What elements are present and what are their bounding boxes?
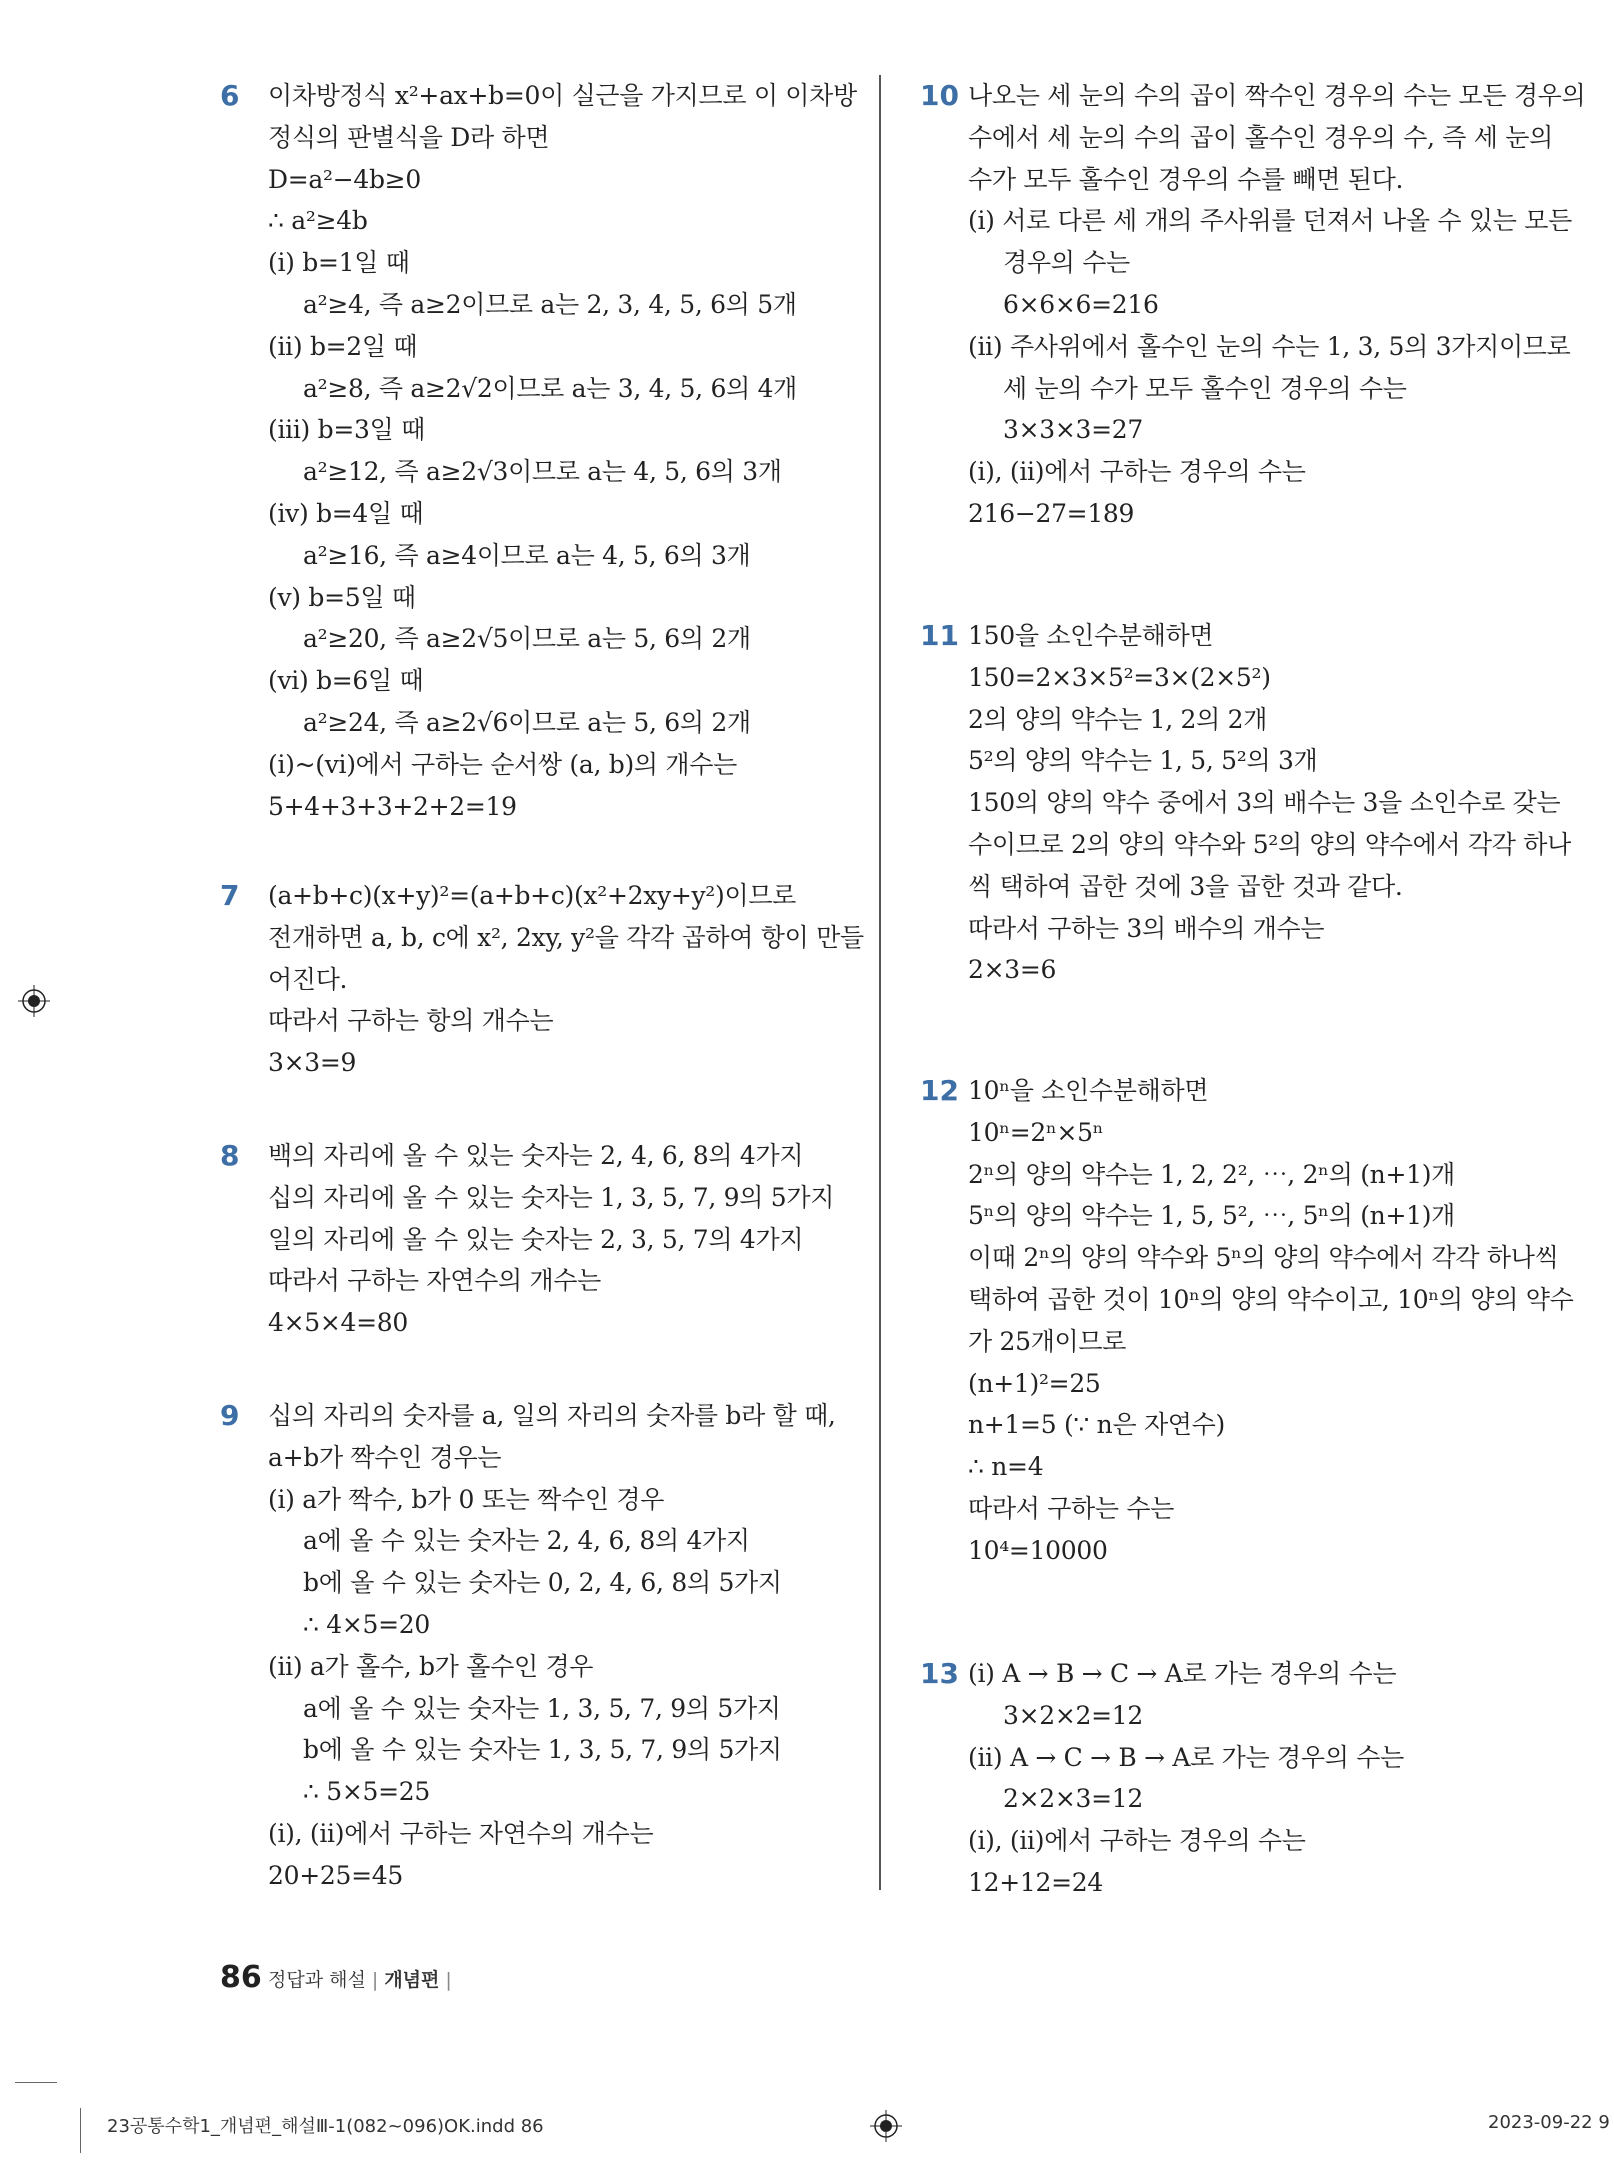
solution-line: a²≥24, 즉 a≥2√6이므로 a는 5, 6의 2개 (303, 707, 751, 737)
solution-line: 백의 자리에 올 수 있는 숫자는 2, 4, 6, 8의 4가지 (268, 1141, 804, 1170)
solution-line: 이차방정식 x²+ax+b=0이 실근을 가지므로 이 이차방 (268, 81, 857, 110)
solution-line: (ii) a가 홀수, b가 홀수인 경우 (268, 1651, 594, 1681)
solution-line: 4×5×4=80 (268, 1308, 408, 1338)
solution-line: 따라서 구하는 자연수의 개수는 (268, 1266, 601, 1296)
solution-line: 10⁴=10000 (968, 1535, 1108, 1565)
problem-number: 7 (220, 879, 240, 912)
solution-line: (v) b=5일 때 (268, 582, 416, 612)
solution-line: (ii) b=2일 때 (268, 331, 418, 361)
solution-line: (i) 서로 다른 세 개의 주사위를 던져서 나올 수 있는 모든 (968, 206, 1572, 236)
solution-line: 3×2×2=12 (1003, 1700, 1143, 1730)
footer-separator: | (371, 1969, 379, 1991)
solution-line: 따라서 구하는 3의 배수의 개수는 (968, 913, 1325, 943)
solution-line: 수에서 세 눈의 수의 곱이 홀수인 경우의 수, 즉 세 눈의 (968, 122, 1553, 152)
solution-line: ∴ 5×5=25 (303, 1777, 430, 1807)
solution-line: 수가 모두 홀수인 경우의 수를 빼면 된다. (968, 164, 1404, 194)
solution-line: (iii) b=3일 때 (268, 415, 425, 445)
solution-line: ∴ a²≥4b (268, 206, 368, 236)
problem-number: 11 (920, 619, 959, 652)
solution-line: 택하여 곱한 것이 10ⁿ의 양의 약수이고, 10ⁿ의 양의 약수 (968, 1284, 1574, 1314)
problem-11 (920, 615, 1571, 991)
solution-line: 전개하면 a, b, c에 x², 2xy, y²을 각각 곱하여 항이 만들 (268, 922, 864, 952)
problem-number: 6 (220, 79, 240, 112)
problem-number: 12 (920, 1074, 959, 1107)
solution-line: ∴ 4×5=20 (303, 1609, 430, 1639)
problem-number: 10 (920, 79, 959, 112)
solution-line: 5+4+3+3+2+2=19 (268, 791, 517, 821)
page-footer-label (268, 1965, 452, 1992)
solution-line: (i) A → B → C → A로 가는 경우의 수는 (968, 1659, 1397, 1688)
solution-line: 따라서 구하는 수는 (968, 1493, 1175, 1523)
crop-mark (80, 2108, 81, 2153)
problem-7 (220, 875, 864, 1084)
solution-line: 씩 택하여 곱한 것에 3을 곱한 것과 같다. (968, 871, 1403, 901)
solution-line: 5²의 양의 약수는 1, 5, 5²의 3개 (968, 746, 1318, 776)
solution-line: 일의 자리에 올 수 있는 숫자는 2, 3, 5, 7의 4가지 (268, 1224, 804, 1254)
solution-line: a²≥16, 즉 a≥4이므로 a는 4, 5, 6의 3개 (303, 540, 751, 570)
registration-mark-icon (18, 985, 50, 1017)
column-divider (879, 75, 881, 1890)
solution-line: (i), (ii)에서 구하는 자연수의 개수는 (268, 1818, 654, 1848)
solution-line: 150=2×3×5²=3×(2×5²) (968, 662, 1271, 692)
solution-line: 따라서 구하는 항의 개수는 (268, 1006, 554, 1036)
solution-line: (i), (ii)에서 구하는 경우의 수는 (968, 1826, 1306, 1856)
solution-line: a²≥20, 즉 a≥2√5이므로 a는 5, 6의 2개 (303, 624, 751, 654)
solution-line: (ii) A → C → B → A로 가는 경우의 수는 (968, 1742, 1404, 1772)
solution-line: 5ⁿ의 양의 약수는 1, 5, 5², ⋯, 5ⁿ의 (n+1)개 (968, 1201, 1456, 1231)
solution-line: 십의 자리의 숫자를 a, 일의 자리의 숫자를 b라 할 때, (268, 1401, 836, 1430)
solution-line: 150의 양의 약수 중에서 3의 배수는 3을 소인수로 갖는 (968, 788, 1561, 818)
solution-line: (n+1)²=25 (968, 1368, 1101, 1398)
solution-line: 2×2×3=12 (1003, 1784, 1143, 1814)
solution-line: a에 올 수 있는 숫자는 1, 3, 5, 7, 9의 5가지 (303, 1693, 781, 1723)
solution-line: 10ⁿ=2ⁿ×5ⁿ (968, 1117, 1104, 1147)
problem-10 (920, 75, 1586, 535)
solution-line: a에 올 수 있는 숫자는 2, 4, 6, 8의 4가지 (303, 1526, 750, 1556)
solution-line: 2ⁿ의 양의 약수는 1, 2, 2², ⋯, 2ⁿ의 (n+1)개 (968, 1159, 1456, 1189)
page-number: 86 (220, 1960, 262, 1995)
solution-line: (i), (ii)에서 구하는 경우의 수는 (968, 457, 1306, 487)
solution-line: 2×3=6 (968, 955, 1057, 985)
solution-line: 정식의 판별식을 D라 하면 (268, 122, 550, 152)
registration-mark-icon (870, 2110, 902, 2142)
solution-line: ∴ n=4 (968, 1452, 1044, 1482)
crop-mark (15, 2082, 57, 2083)
solution-line: a²≥8, 즉 a≥2√2이므로 a는 3, 4, 5, 6의 4개 (303, 373, 798, 403)
solution-line: 가 25개이므로 (968, 1326, 1127, 1356)
solution-line: 나오는 세 눈의 수의 곱이 짝수인 경우의 수는 모든 경우의 (968, 81, 1586, 110)
solution-line: 이때 2ⁿ의 양의 약수와 5ⁿ의 양의 약수에서 각각 하나씩 (968, 1243, 1559, 1273)
solution-line: 2의 양의 약수는 1, 2의 2개 (968, 704, 1268, 734)
solution-line: 150을 소인수분해하면 (968, 621, 1214, 650)
solution-line: a²≥4, 즉 a≥2이므로 a는 2, 3, 4, 5, 6의 5개 (303, 289, 797, 319)
solution-line: 3×3=9 (268, 1048, 357, 1078)
problem-6 (220, 75, 857, 827)
solution-line: (iv) b=4일 때 (268, 498, 424, 528)
solution-line: (a+b+c)(x+y)²=(a+b+c)(x²+2xy+y²)이므로 (268, 881, 797, 910)
problem-number: 13 (920, 1657, 959, 1690)
solution-line: 세 눈의 수가 모두 홀수인 경우의 수는 (1003, 373, 1407, 403)
solution-line: (i)~(vi)에서 구하는 순서쌍 (a, b)의 개수는 (268, 749, 737, 779)
solution-line: 수이므로 2의 양의 약수와 5²의 양의 약수에서 각각 하나 (968, 829, 1571, 859)
solution-line: (vi) b=6일 때 (268, 666, 424, 696)
print-slug-file: 23공통수학1_개념편_해설Ⅲ-1(082~096)OK.indd 86 (107, 2116, 544, 2137)
solution-line: 경우의 수는 (1003, 248, 1130, 278)
problem-number: 9 (220, 1399, 240, 1432)
footer-section: 정답과 해설 (268, 1969, 366, 1991)
footer-chapter: 개념편 (384, 1969, 440, 1991)
footer-separator: | (445, 1969, 452, 1991)
solution-line: 20+25=45 (268, 1860, 403, 1890)
solution-line: 어진다. (268, 964, 348, 994)
solution-line: 6×6×6=216 (1003, 289, 1159, 319)
solution-line: 십의 자리에 올 수 있는 숫자는 1, 3, 5, 7, 9의 5가지 (268, 1182, 835, 1212)
problem-8 (220, 1135, 835, 1344)
solution-line: 216−27=189 (968, 498, 1135, 528)
solution-line: (ii) 주사위에서 홀수인 눈의 수는 1, 3, 5의 3가지이므로 (968, 331, 1571, 361)
solution-line: b에 올 수 있는 숫자는 0, 2, 4, 6, 8의 5가지 (303, 1568, 782, 1598)
solution-line: a²≥12, 즉 a≥2√3이므로 a는 4, 5, 6의 3개 (303, 457, 782, 487)
solution-line: 12+12=24 (968, 1867, 1103, 1897)
solution-line: (i) a가 짝수, b가 0 또는 짝수인 경우 (268, 1484, 665, 1514)
solution-line: n+1=5 (∵ n은 자연수) (968, 1410, 1225, 1440)
solution-line: a+b가 짝수인 경우는 (268, 1442, 502, 1472)
problem-12 (920, 1070, 1574, 1572)
problem-9 (220, 1395, 836, 1897)
solution-line: D=a²−4b≥0 (268, 164, 421, 194)
problem-13 (920, 1653, 1404, 1904)
print-slug-date: 2023-09-22 9 (1488, 2112, 1610, 2133)
problem-number: 8 (220, 1139, 240, 1172)
solution-line: b에 올 수 있는 숫자는 1, 3, 5, 7, 9의 5가지 (303, 1735, 782, 1765)
solution-line: (i) b=1일 때 (268, 248, 410, 278)
solution-line: 3×3×3=27 (1003, 415, 1143, 445)
solution-line: 10ⁿ을 소인수분해하면 (968, 1076, 1209, 1105)
